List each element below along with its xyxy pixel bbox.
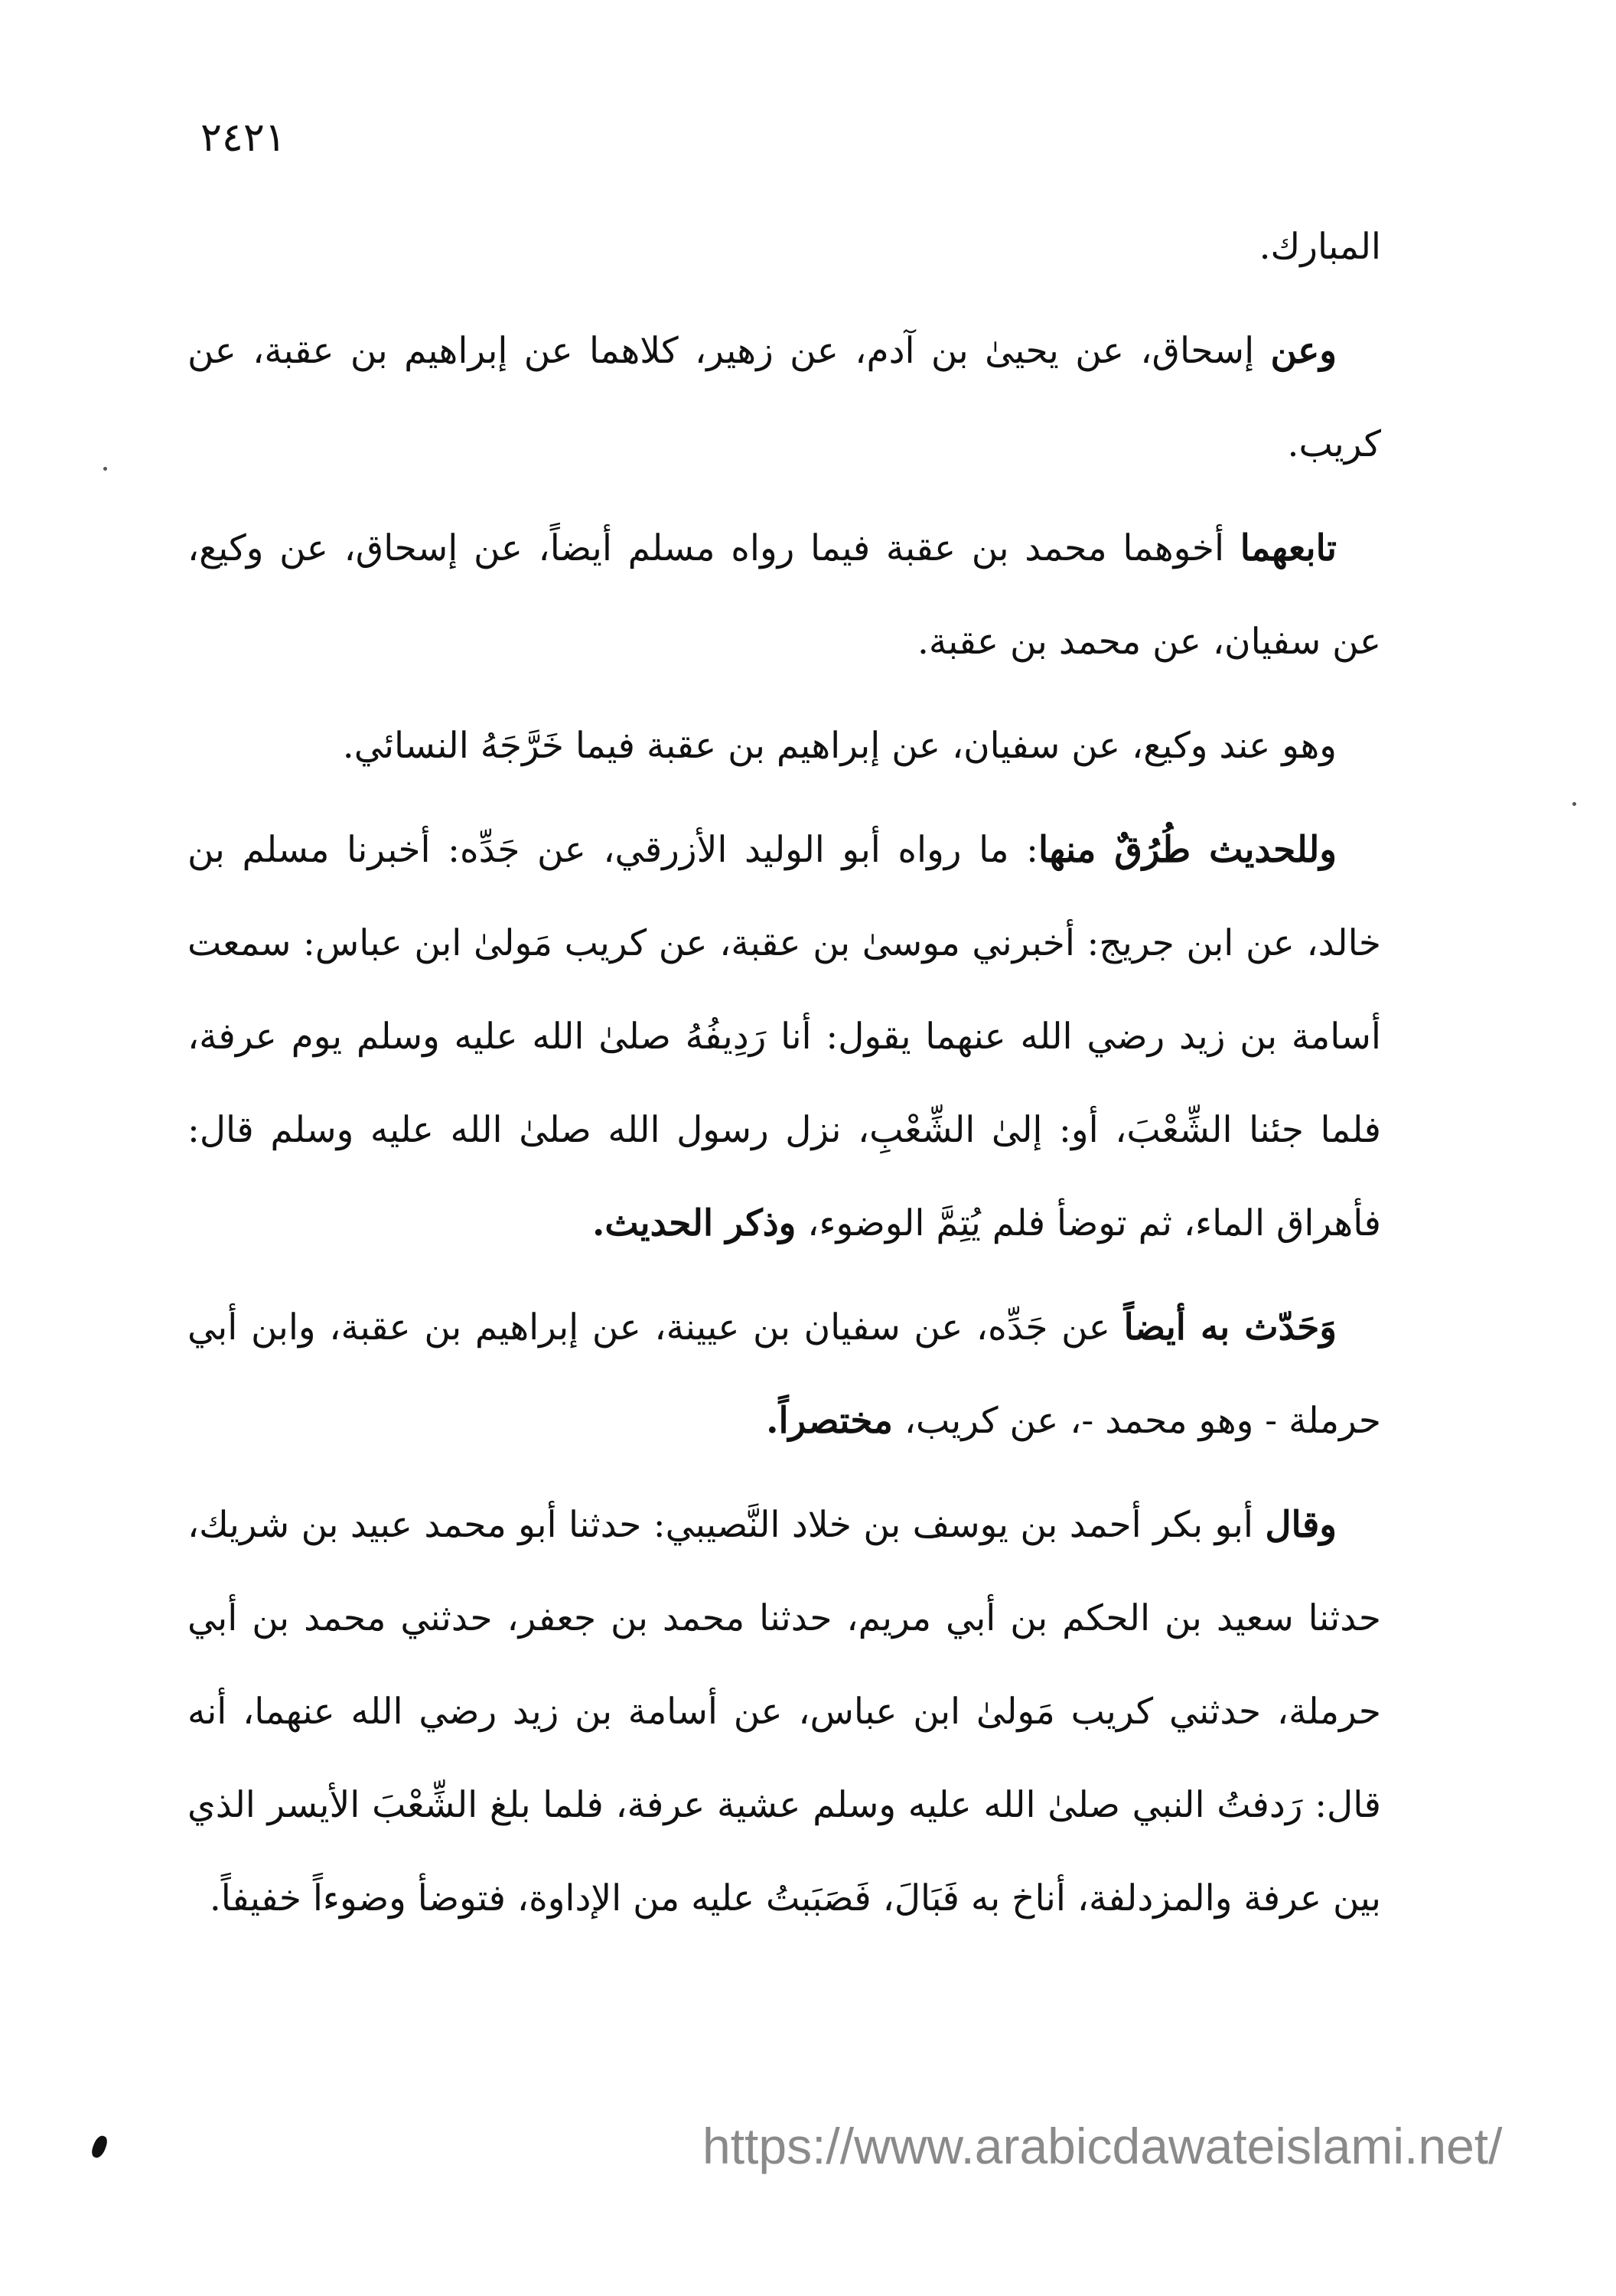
bold-text: وقال	[1265, 1504, 1337, 1546]
bold-text: تابعهما	[1240, 527, 1337, 569]
paragraph	[187, 305, 1381, 491]
paragraph	[187, 1281, 1381, 1468]
scan-speck	[1572, 802, 1576, 806]
bold-text: وعن	[1270, 330, 1337, 372]
website-watermark: https://www.arabicdawateislami.net/	[702, 2118, 1503, 2174]
bold-text: وَحَدّث به أيضاً	[1123, 1306, 1337, 1349]
paragraph	[187, 502, 1381, 689]
paragraph	[187, 1479, 1381, 1945]
text-segment: : ما رواه أبو الوليد الأزرقي، عن جَدِّه: أخبرنا مسلم بن خالد، عن ابن جريج: أخبرني موسىٰ بن عقبة، عن كريب مَولىٰ ابن عباس: سمعت أسامة بن زيد رضي الله عنهما يقول: أنا رَدِيفُهُ صلىٰ الله عليه وسلم يوم عرفة، فلما جئنا الشِّعْبَ، أو: إلىٰ الشِّعْبِ، نزل رسول الله صلىٰ الله عليه وسلم قال: فأهراق الماء، ثم توضأ فلم يُتِمَّ الوضوء،	[187, 829, 1381, 1244]
paragraph	[187, 201, 1381, 294]
scan-speck	[103, 467, 107, 471]
text-segment: أخوهما محمد بن عقبة فيما رواه مسلم أيضاً، عن إسحاق، عن وكيع، عن سفيان، عن محمد بن عقبة.	[187, 527, 1381, 663]
text-segment: المبارك.	[1259, 226, 1381, 268]
text-segment: عن جَدِّه، عن سفيان بن عيينة، عن إبراهيم بن عقبة، وابن أبي حرملة - وهو محمد -، عن كريب،	[187, 1306, 1381, 1442]
text-segment: أبو بكر أحمد بن يوسف بن خلاد النَّصيبي: حدثنا أبو محمد عبيد بن شريك، حدثنا سعيد بن الحكم بن أبي مريم، حدثنا محمد بن جعفر، حدثني محمد بن أبي حرملة، حدثني كريب مَولىٰ ابن عباس، عن أسامة بن زيد رضي الله عنهما، أنه قال: رَدفتُ النبي صلىٰ الله عليه وسلم عشية عرفة، فلما بلغ الشِّعْبَ الأيسر الذي بين عرفة والمزدلفة، أناخ به فَبَالَ، فَصَبَبتُ عليه من الإداوة، فتوضأ وضوءاً خفيفاً.	[187, 1504, 1381, 1919]
paragraph	[187, 700, 1381, 793]
paragraph	[187, 804, 1381, 1270]
bold-text: وللحديث طُرُقٌ منها	[1038, 829, 1337, 871]
page-number: ٢٤٢١	[200, 115, 286, 161]
ink-mark	[90, 2134, 109, 2160]
bold-text: وذكر الحديث.	[592, 1202, 797, 1244]
text-segment: إسحاق، عن يحيىٰ بن آدم، عن زهير، كلاهما عن إبراهيم بن عقبة، عن كريب.	[187, 330, 1381, 465]
page-body	[187, 201, 1381, 1956]
bold-text: مختصراً.	[766, 1400, 893, 1442]
text-segment: وهو عند وكيع، عن سفيان، عن إبراهيم بن عقبة فيما خَرَّجَهُ النسائي.	[342, 725, 1337, 767]
